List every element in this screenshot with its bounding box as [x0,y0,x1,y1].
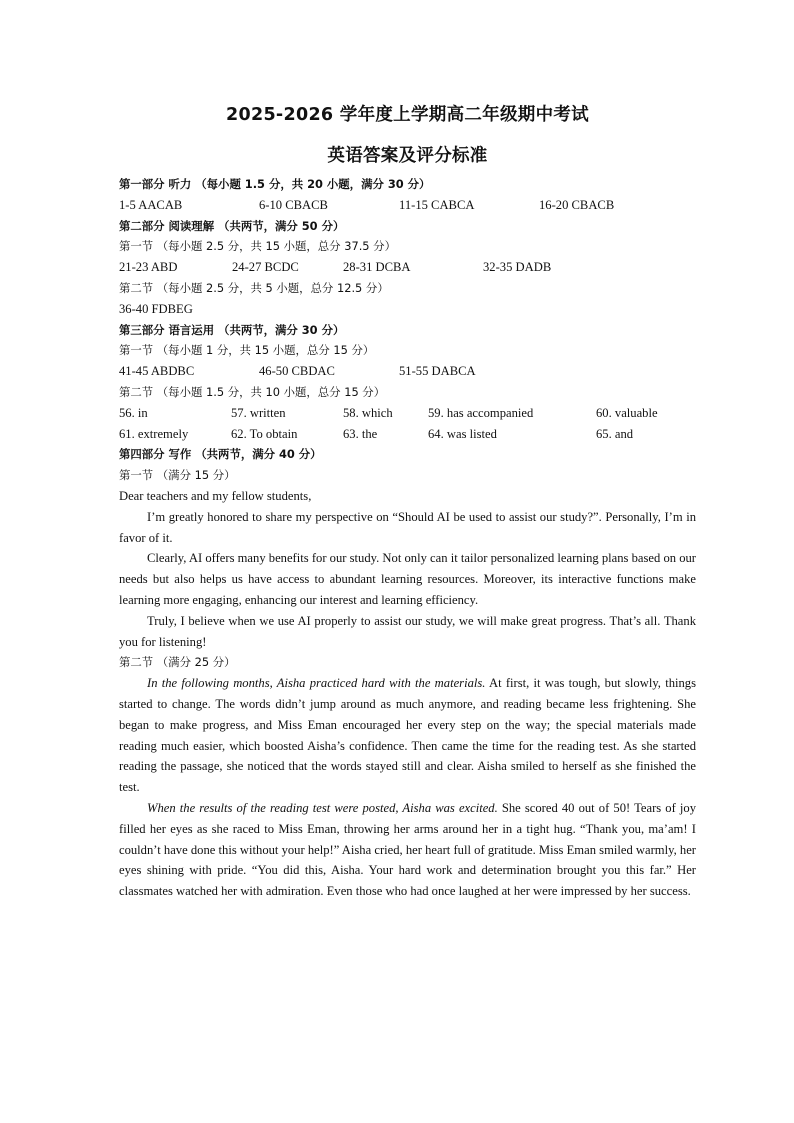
part3-section1-heading: 第一节 （每小题 1 分，共 15 小题，总分 15 分） [119,343,375,358]
document-content [119,104,696,902]
part3-section2-answer-row-1 [119,403,696,424]
part3-section2-answer-row-2 [119,424,696,445]
fill-answer: 60. valuable [596,405,658,420]
fill-answer: 56. in [119,405,148,420]
part4-section2-heading: 第二节 （满分 25 分） [119,655,236,670]
fill-answer: 58. which [343,405,393,420]
fill-answer: 61. extremely [119,426,189,441]
fill-answer: 64. was listed [428,426,497,441]
fill-answer: 57. written [231,405,286,420]
paragraph-body: At first, it was tough, but slowly, things started to change. The words didn’t jump around as much anymore, and reading became less frightening. She began to make progress, and Miss Eman encouraged her every step on the way; the special materials made reading much easier, which boosted Aisha’s confidence. Then came the time for the reading test. As she started reading the passage, she noticed that the words stayed still and clear. Aisha smiled to herself as she finished the test. [119,676,696,795]
fill-answer: 59. has accompanied [428,405,534,420]
answer-group: 28-31 DCBA [343,260,411,275]
paragraph-body: She scored 40 out of 50! Tears of joy filled her eyes as she raced to Miss Eman, throwing her arms around her in a tight hug. “Thank you, ma’am! I couldn’t have done this without your help!” Aisha cried, her heart full of gratitude. Miss Eman smiled warmly, her eyes shining with pride. “You did this, Aisha. Your hard work and determination brought you this far.” Her classmates watched her with admiration. Even those who had once laughed at her were impressed by her success. [119,800,696,899]
answer-group: 16-20 CBACB [539,197,615,212]
answer-group: 36-40 FDBEG [119,301,193,316]
part3-heading: 第三部分 语言运用 （共两节，满分 30 分） [119,322,345,337]
part2-section1-answer-row [119,257,696,278]
fill-answer: 62. To obtain [231,426,298,441]
answer-group: 32-35 DADB [483,260,552,275]
part2-section2-answer-row [119,299,696,320]
answer-group: 21-23 ABD [119,260,178,275]
continuation-paragraph-1 [119,673,696,798]
answer-group: 11-15 CABCA [399,197,475,212]
answer-group: 41-45 ABDBC [119,364,195,379]
part4-section1-heading: 第一节 （满分 15 分） [119,468,236,483]
paragraph-lead-sentence: When the results of the reading test were posted, Aisha was excited. [147,800,498,815]
part1-heading: 第一部分 听力 （每小题 1.5 分，共 20 小题，满分 30 分） [119,177,431,191]
answer-group: 24-27 BCDC [232,260,299,275]
answer-group: 46-50 CBDAC [259,364,335,379]
continuation-paragraph-2 [119,798,696,902]
paragraph-lead-sentence: In the following months, Aisha practiced hard with the materials. [147,676,486,691]
essay-paragraph-1: I’m greatly honored to share my perspective on “Should AI be used to assist our study?”. Personally, I’m in favor of it. [119,509,696,545]
part3-section2-heading: 第二节 （每小题 1.5 分，共 10 小题，总分 15 分） [119,384,386,399]
answer-group: 6-10 CBACB [259,197,328,212]
answer-group: 1-5 AACAB [119,197,183,212]
exam-title: 2025-2026 学年度上学期高二年级期中考试 [226,105,589,125]
essay-paragraph-2: Clearly, AI offers many benefits for our study. Not only can it tailor personalized learning plans based on our needs but also helps us have access to abundant learning resources. Moreover, its interactive functions make learning more engaging, enhancing our interest and learning efficiency. [119,551,696,607]
exam-subtitle: 英语答案及评分标准 [327,146,488,166]
fill-answer: 63. the [343,426,378,441]
part3-section1-answer-row [119,361,696,382]
essay-paragraph-3: Truly, I believe when we use AI properly to assist our study, we will make great progress. That’s all. Thank you for listening! [119,613,696,649]
answer-group: 51-55 DABCA [399,364,476,379]
part1-answer-row [119,195,696,216]
part2-heading: 第二部分 阅读理解 （共两节，满分 50 分） [119,218,345,233]
essay-greeting: Dear teachers and my fellow students, [119,488,312,503]
part2-section1-heading: 第一节 （每小题 2.5 分，共 15 小题，总分 37.5 分） [119,239,396,254]
part4-heading: 第四部分 写作 （共两节，满分 40 分） [119,447,322,462]
fill-answer: 65. and [596,426,634,441]
part2-section2-heading: 第二节 （每小题 2.5 分，共 5 小题，总分 12.5 分） [119,280,389,295]
